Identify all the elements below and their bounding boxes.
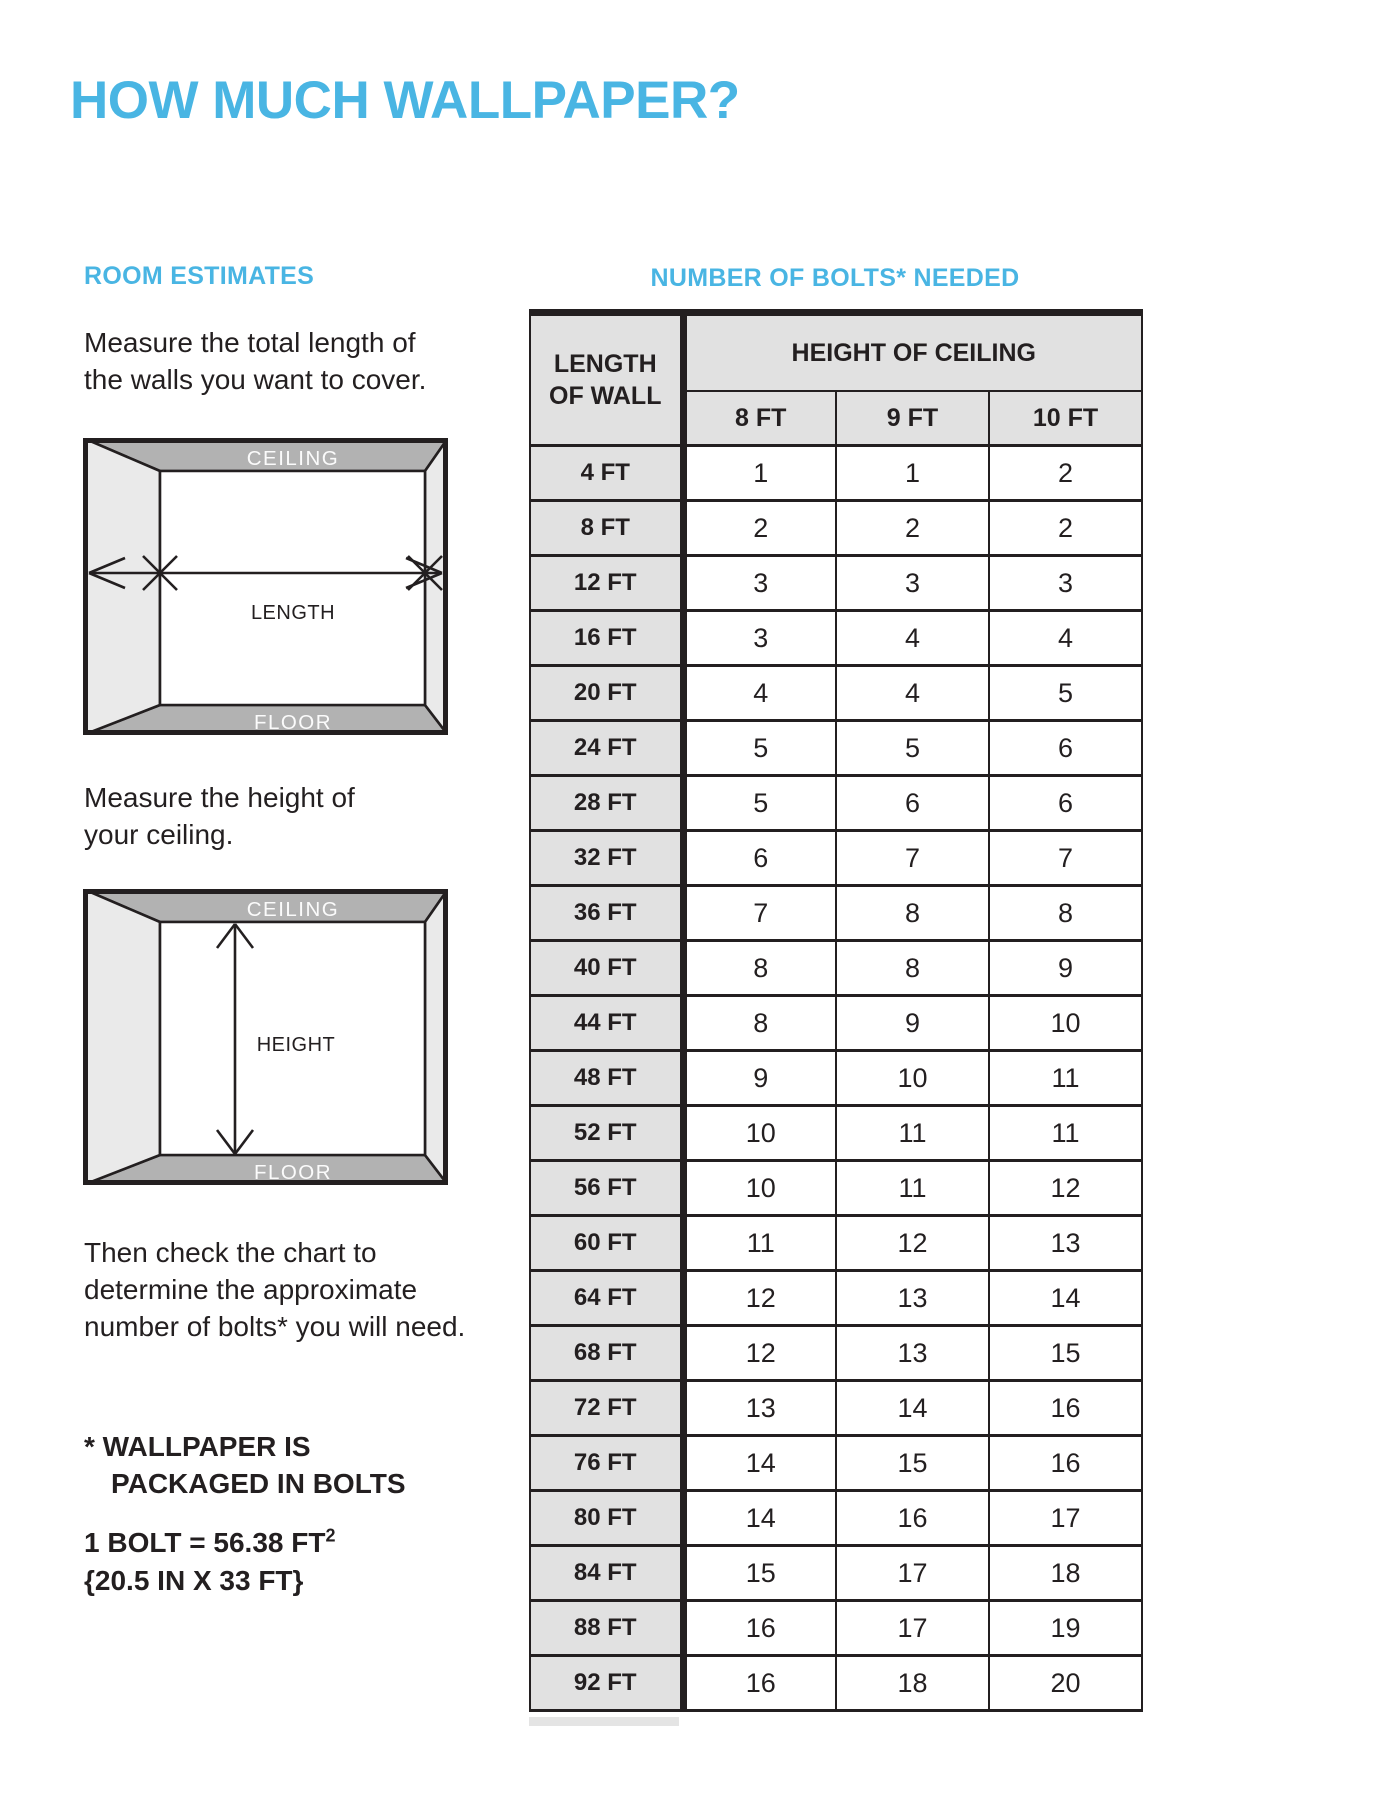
- bolt-count-cell: 18: [836, 1656, 989, 1711]
- bolt-count-cell: 8: [989, 886, 1142, 941]
- bolt-count-cell: 10: [683, 1161, 836, 1216]
- left-wall: [83, 889, 160, 1185]
- column-header-9ft: 9 FT: [836, 391, 989, 446]
- ceiling-label: CEILING: [246, 898, 340, 921]
- length-label: LENGTH: [250, 602, 336, 624]
- table-row: [530, 831, 1142, 886]
- bolt-count-cell: 9: [683, 1051, 836, 1106]
- bolt-count-cell: 2: [989, 446, 1142, 501]
- room-estimates-heading: ROOM ESTIMATES: [84, 262, 315, 290]
- room-length-diagram: [83, 438, 448, 735]
- bolt-count-cell: 19: [989, 1601, 1142, 1656]
- table-row: [530, 996, 1142, 1051]
- bolt-count-cell: 7: [683, 886, 836, 941]
- bolt-count-cell: 3: [683, 556, 836, 611]
- wall-length-cell: 76 FT: [530, 1436, 683, 1491]
- wall-length-cell: 44 FT: [530, 996, 683, 1051]
- bolt-count-cell: 9: [836, 996, 989, 1051]
- bolt-count-cell: 14: [836, 1381, 989, 1436]
- table-row: [530, 1326, 1142, 1381]
- table-header: [530, 313, 1142, 446]
- bolt-count-cell: 11: [836, 1106, 989, 1161]
- bolt-count-cell: 10: [683, 1106, 836, 1161]
- wall-length-cell: 92 FT: [530, 1656, 683, 1711]
- table-row: [530, 776, 1142, 831]
- instruction-height: [84, 779, 355, 853]
- instruction-chart-line1: Then check the chart to: [84, 1237, 377, 1268]
- bolt-count-cell: 15: [683, 1546, 836, 1601]
- bolt-count-cell: 11: [989, 1051, 1142, 1106]
- table-row: [530, 446, 1142, 501]
- wall-length-cell: 52 FT: [530, 1106, 683, 1161]
- bolts-footnote-line1: * WALLPAPER IS: [84, 1431, 311, 1462]
- bolt-count-cell: 7: [989, 831, 1142, 886]
- bolt-count-cell: 13: [836, 1326, 989, 1381]
- length-of-wall-header-line2: OF WALL: [549, 382, 662, 410]
- table-row: [530, 886, 1142, 941]
- column-header-8ft: 8 FT: [683, 391, 836, 446]
- bolt-count-cell: 5: [836, 721, 989, 776]
- bolt-count-cell: 17: [836, 1601, 989, 1656]
- bolts-footnote-line2: PACKAGED IN BOLTS: [111, 1468, 406, 1499]
- wall-length-cell: 28 FT: [530, 776, 683, 831]
- table-row: [530, 1051, 1142, 1106]
- bolt-count-cell: 5: [683, 721, 836, 776]
- bolt-count-cell: 18: [989, 1546, 1142, 1601]
- instruction-length-line1: Measure the total length of: [84, 327, 416, 358]
- instruction-chart: [84, 1234, 465, 1345]
- table-row: [530, 1601, 1142, 1656]
- bolts-table-heading: NUMBER OF BOLTS* NEEDED: [650, 264, 1020, 292]
- table-bottom-shadow: [529, 1717, 679, 1726]
- bolt-count-cell: 13: [683, 1381, 836, 1436]
- instruction-height-line1: Measure the height of: [84, 782, 355, 813]
- bolt-count-cell: 16: [989, 1381, 1142, 1436]
- table-row: [530, 721, 1142, 776]
- wall-length-cell: 48 FT: [530, 1051, 683, 1106]
- floor-label: FLOOR: [253, 711, 333, 734]
- bolt-count-cell: 13: [836, 1271, 989, 1326]
- bolt-count-cell: 4: [836, 666, 989, 721]
- wall-length-cell: 24 FT: [530, 721, 683, 776]
- bolt-count-cell: 15: [836, 1436, 989, 1491]
- bolt-count-cell: 11: [683, 1216, 836, 1271]
- column-header-10ft: 10 FT: [989, 391, 1142, 446]
- bolt-count-cell: 16: [683, 1656, 836, 1711]
- bolt-count-cell: 12: [683, 1271, 836, 1326]
- bolt-count-cell: 5: [989, 666, 1142, 721]
- bolt-count-cell: 5: [683, 776, 836, 831]
- bolt-count-cell: 12: [683, 1326, 836, 1381]
- bolt-count-cell: 2: [683, 501, 836, 556]
- table-row: [530, 611, 1142, 666]
- bolt-count-cell: 16: [989, 1436, 1142, 1491]
- bolt-count-cell: 20: [989, 1656, 1142, 1711]
- bolt-count-cell: 1: [683, 446, 836, 501]
- bolt-count-cell: 17: [989, 1491, 1142, 1546]
- bolt-area-line: [84, 1524, 335, 1562]
- bolt-count-cell: 10: [836, 1051, 989, 1106]
- ceiling-label: CEILING: [246, 447, 340, 470]
- wall-length-cell: 8 FT: [530, 501, 683, 556]
- bolt-area-superscript: 2: [325, 1525, 336, 1546]
- wall-length-cell: 68 FT: [530, 1326, 683, 1381]
- bolt-count-cell: 3: [836, 556, 989, 611]
- table-row: [530, 1491, 1142, 1546]
- wall-length-cell: 36 FT: [530, 886, 683, 941]
- room-height-diagram: [83, 889, 448, 1185]
- wall-length-cell: 4 FT: [530, 446, 683, 501]
- bolt-count-cell: 6: [683, 831, 836, 886]
- bolt-size-info: [84, 1524, 335, 1600]
- bolt-count-cell: 17: [836, 1546, 989, 1601]
- table-row: [530, 1216, 1142, 1271]
- bolt-count-cell: 12: [836, 1216, 989, 1271]
- bolt-count-cell: 3: [683, 611, 836, 666]
- height-label: HEIGHT: [256, 1034, 336, 1056]
- table-header-row-1: [530, 313, 1142, 392]
- wall-length-cell: 40 FT: [530, 941, 683, 996]
- bolt-count-cell: 1: [836, 446, 989, 501]
- table-row: [530, 1656, 1142, 1711]
- bolt-count-cell: 6: [989, 776, 1142, 831]
- wall-length-cell: 80 FT: [530, 1491, 683, 1546]
- instruction-length-line2: the walls you want to cover.: [84, 364, 427, 395]
- table-row: [530, 666, 1142, 721]
- bolt-count-cell: 9: [989, 941, 1142, 996]
- table-row: [530, 501, 1142, 556]
- instruction-chart-line2: determine the approximate: [84, 1274, 418, 1305]
- height-of-ceiling-header: HEIGHT OF CEILING: [683, 313, 1142, 392]
- length-of-wall-header-line1: LENGTH: [553, 350, 657, 378]
- bolt-count-cell: 8: [836, 886, 989, 941]
- bolts-table: [529, 309, 1143, 1712]
- bolts-footnote: [84, 1428, 406, 1502]
- bolt-count-cell: 13: [989, 1216, 1142, 1271]
- floor-label: FLOOR: [253, 1161, 333, 1184]
- bolt-count-cell: 12: [989, 1161, 1142, 1216]
- bolt-count-cell: 8: [836, 941, 989, 996]
- bolt-count-cell: 6: [836, 776, 989, 831]
- table-row: [530, 1161, 1142, 1216]
- bolt-count-cell: 11: [836, 1161, 989, 1216]
- instruction-length: [84, 324, 426, 398]
- bolt-count-cell: 6: [989, 721, 1142, 776]
- wall-length-cell: 16 FT: [530, 611, 683, 666]
- bolt-count-cell: 14: [989, 1271, 1142, 1326]
- bolt-count-cell: 7: [836, 831, 989, 886]
- bolt-area-text: 1 BOLT = 56.38 FT: [84, 1527, 326, 1558]
- bolt-count-cell: 8: [683, 996, 836, 1051]
- wall-length-cell: 84 FT: [530, 1546, 683, 1601]
- table-body: [530, 446, 1142, 1711]
- wall-length-cell: 64 FT: [530, 1271, 683, 1326]
- wall-length-cell: 32 FT: [530, 831, 683, 886]
- wall-length-cell: 20 FT: [530, 666, 683, 721]
- bolt-count-cell: 10: [989, 996, 1142, 1051]
- bolt-count-cell: 15: [989, 1326, 1142, 1381]
- table-row: [530, 556, 1142, 611]
- table-row: [530, 1436, 1142, 1491]
- table-row: [530, 1106, 1142, 1161]
- bolt-count-cell: 2: [989, 501, 1142, 556]
- instruction-chart-line3: number of bolts* you will need.: [84, 1311, 466, 1342]
- bolt-count-cell: 8: [683, 941, 836, 996]
- bolt-count-cell: 14: [683, 1436, 836, 1491]
- bolt-count-cell: 11: [989, 1106, 1142, 1161]
- wall-length-cell: 88 FT: [530, 1601, 683, 1656]
- back-wall: [160, 471, 425, 705]
- page-title: HOW MUCH WALLPAPER?: [70, 71, 740, 130]
- bolt-count-cell: 14: [683, 1491, 836, 1546]
- table-row: [530, 1381, 1142, 1436]
- table-row: [530, 1271, 1142, 1326]
- bolt-dimensions-line: {20.5 IN X 33 FT}: [84, 1565, 304, 1596]
- wall-length-cell: 60 FT: [530, 1216, 683, 1271]
- bolt-count-cell: 4: [989, 611, 1142, 666]
- bolt-count-cell: 16: [683, 1601, 836, 1656]
- wall-length-cell: 56 FT: [530, 1161, 683, 1216]
- bolt-count-cell: 2: [836, 501, 989, 556]
- bolt-count-cell: 16: [836, 1491, 989, 1546]
- bolt-count-cell: 4: [683, 666, 836, 721]
- length-of-wall-header: [530, 313, 683, 446]
- instruction-height-line2: your ceiling.: [84, 819, 234, 850]
- wall-length-cell: 12 FT: [530, 556, 683, 611]
- table-row: [530, 941, 1142, 996]
- table-row: [530, 1546, 1142, 1601]
- bolt-count-cell: 4: [836, 611, 989, 666]
- bolt-count-cell: 3: [989, 556, 1142, 611]
- wall-length-cell: 72 FT: [530, 1381, 683, 1436]
